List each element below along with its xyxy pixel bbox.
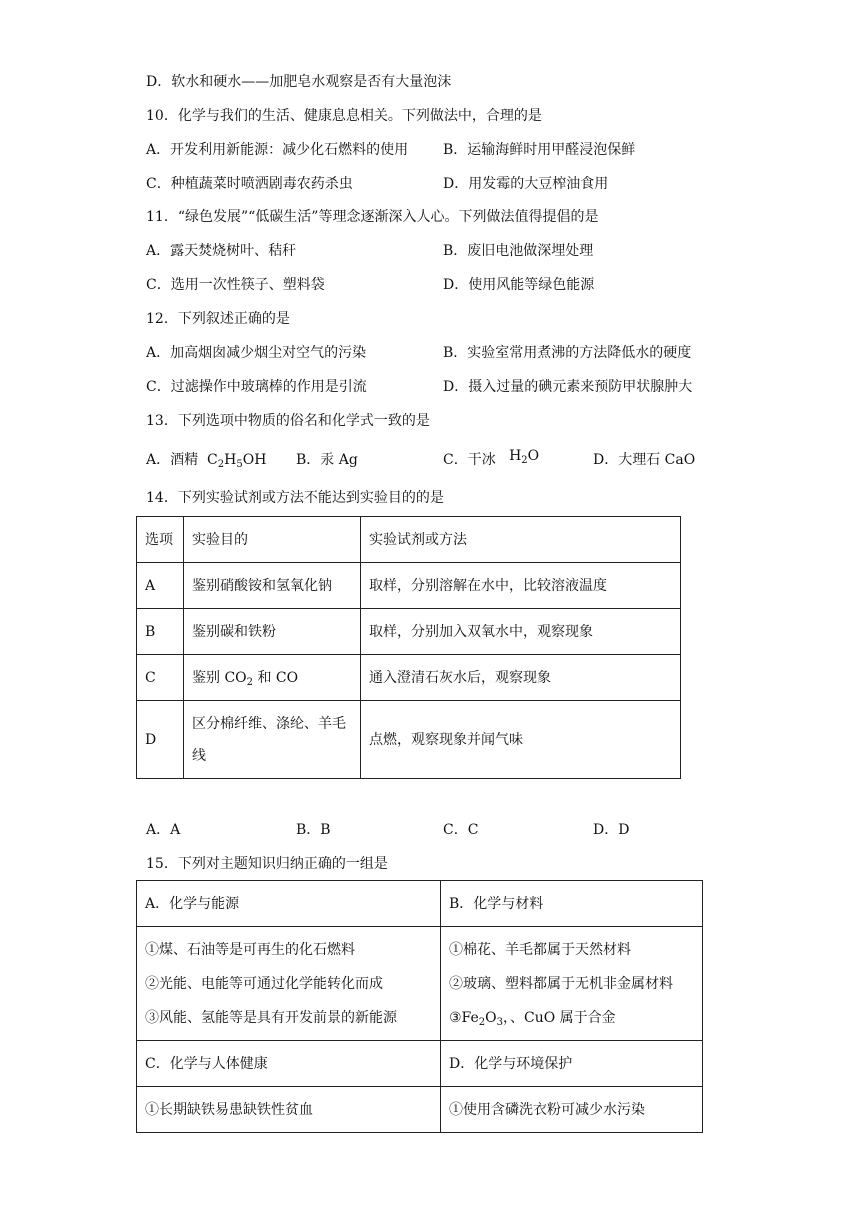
- q11-stem: 11．“绿色发展”“低碳生活”等理念逐渐深入人心。下列做法值得提倡的是: [146, 209, 599, 225]
- q14-answer-a: A．A: [146, 822, 181, 838]
- q14-row-b-option: B: [137, 609, 184, 655]
- list-item: ①棉花、羊毛都属于天然材料: [449, 941, 631, 958]
- q10-stem: 10．化学与我们的生活、健康息息相关。下列做法中，合理的是: [146, 108, 542, 124]
- q14-row-b-purpose: 鉴别碳和铁粉: [184, 609, 361, 655]
- q14-row-d-purpose: 区分棉纤维、涤纶、羊毛 线: [184, 701, 361, 779]
- q13-option-b: B．汞 Ag: [296, 452, 358, 468]
- table-row: [137, 1041, 703, 1087]
- q15-b-title: B．化学与材料: [441, 881, 703, 927]
- q11-option-b: B．废旧电池做深埋处理: [443, 243, 594, 259]
- q14-answer-b: B．B: [296, 822, 331, 838]
- q13-option-a-formula: $C_2H_5OH$: [207, 452, 267, 470]
- q14-header-method: 实验试剂或方法: [361, 517, 681, 563]
- q12-option-d: D．摄入过量的碘元素来预防甲状腺肿大: [443, 379, 693, 395]
- q14-row-a-method: 取样，分别溶解在水中，比较溶液温度: [361, 563, 681, 609]
- table-row: [137, 655, 681, 701]
- q13-option-c-label: C．干冰: [443, 452, 496, 468]
- q11-option-a: A．露天焚烧树叶、秸秆: [146, 243, 297, 259]
- q14-row-c-purpose: 鉴别 $CO_2$ 和 CO: [184, 655, 361, 701]
- list-item: ③风能、氢能等是具有开发前景的新能源: [145, 1009, 397, 1026]
- q14-header-purpose: 实验目的: [184, 517, 361, 563]
- q9-option-d: D．软水和硬水——加肥皂水观察是否有大量泡沫: [146, 74, 452, 90]
- q15-b-items: [441, 927, 703, 1041]
- q11-option-d: D．使用风能等绿色能源: [443, 277, 595, 293]
- q14-table: [136, 516, 681, 779]
- q14-stem: 14．下列实验试剂或方法不能达到实验目的的是: [146, 490, 444, 506]
- q10-option-b: B．运输海鲜时用甲醛浸泡保鲜: [443, 142, 636, 158]
- q15-table: [136, 880, 703, 1133]
- q14-answer-d: D．D: [593, 822, 630, 838]
- list-item: ①煤、石油等是可再生的化石燃料: [145, 941, 355, 958]
- list-item: ②光能、电能等可通过化学能转化而成: [145, 975, 383, 992]
- q12-option-a: A．加高烟囱减少烟尘对空气的污染: [146, 345, 367, 361]
- q13-option-a-label: A．酒精: [146, 452, 199, 468]
- q14-row-a-purpose: 鉴别硝酸铵和氢氧化钠: [184, 563, 361, 609]
- q14-row-c-option: C: [137, 655, 184, 701]
- table-row: [137, 563, 681, 609]
- q14-answer-c: C．C: [443, 822, 479, 838]
- q15-c-items: [137, 1087, 441, 1133]
- q15-a-items: [137, 927, 441, 1041]
- table-row: [137, 609, 681, 655]
- table-row: [137, 701, 681, 779]
- list-item: ②玻璃、塑料都属于无机非金属材料: [449, 975, 673, 992]
- q13-option-c: [443, 450, 539, 470]
- q14-header-option: 选项: [137, 517, 184, 563]
- q14-row-d-method: 点燃，观察现象并闻气味: [361, 701, 681, 779]
- q13-option-d: D．大理石 CaO: [593, 452, 696, 468]
- q11-option-c: C．选用一次性筷子、塑料袋: [146, 277, 325, 293]
- q14-header-row: [137, 517, 681, 563]
- q15-a-title: A．化学与能源: [137, 881, 441, 927]
- table-row: [137, 927, 703, 1041]
- q15-d-title: D．化学与环境保护: [441, 1041, 703, 1087]
- q12-option-c: C．过滤操作中玻璃棒的作用是引流: [146, 379, 367, 395]
- q14-row-c-method: 通入澄清石灰水后，观察现象: [361, 655, 681, 701]
- q15-c-title: C．化学与人体健康: [137, 1041, 441, 1087]
- q13-option-a: [146, 450, 266, 470]
- q10-option-c: C．种植蔬菜时喷洒剧毒农药杀虫: [146, 176, 353, 192]
- q15-stem: 15．下列对主题知识归纳正确的一组是: [146, 856, 388, 872]
- list-item: ①长期缺铁易患缺铁性贫血: [145, 1101, 313, 1118]
- table-row: [137, 881, 703, 927]
- q12-option-b: B．实验室常用煮沸的方法降低水的硬度: [443, 345, 692, 361]
- q13-stem: 13．下列选项中物质的俗名和化学式一致的是: [146, 413, 430, 429]
- q14-row-a-option: A: [137, 563, 184, 609]
- q12-stem: 12．下列叙述正确的是: [146, 311, 290, 327]
- q15-d-items: [441, 1087, 703, 1133]
- q10-option-d: D．用发霉的大豆榨油食用: [443, 176, 609, 192]
- q13-option-c-formula: $H_2O$: [509, 448, 540, 466]
- list-item: $③Fe_2O_3$，、CuO 属于合金: [449, 1009, 616, 1028]
- q10-option-a: A．开发利用新能源：减少化石燃料的使用: [146, 142, 409, 158]
- q14-row-d-option: D: [137, 701, 184, 779]
- list-item: ①使用含磷洗衣粉可减少水污染: [449, 1101, 645, 1118]
- table-row: [137, 1087, 703, 1133]
- q14-row-b-method: 取样，分别加入双氧水中，观察现象: [361, 609, 681, 655]
